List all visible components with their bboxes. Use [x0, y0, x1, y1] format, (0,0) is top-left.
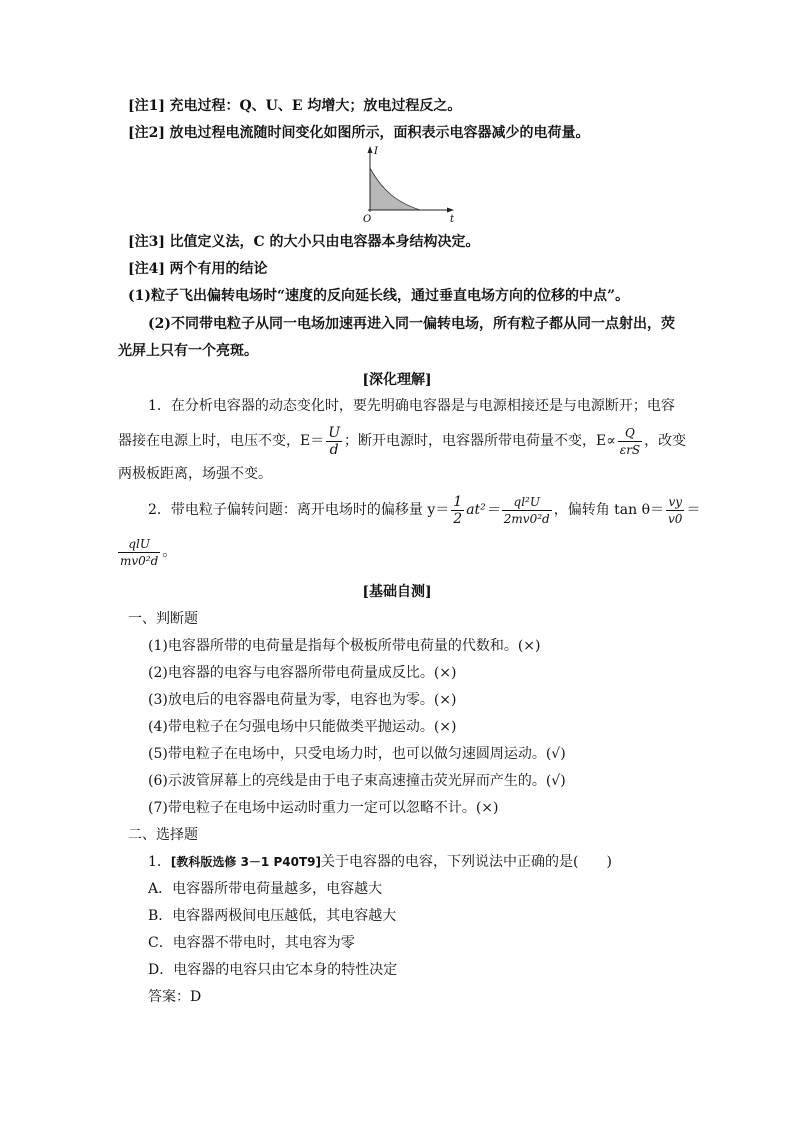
judgement-2: (2)电容器的电容与电容器所带电荷量成反比。(×)	[148, 665, 457, 681]
note-4	[128, 259, 267, 279]
answer: 答案：D	[148, 989, 202, 1005]
option-d: D．电容器的电容只由它本身的特性决定	[148, 962, 398, 978]
question-1-number: 1．	[148, 854, 171, 870]
deep-p2-d: ＝	[686, 502, 701, 518]
note-2-text: 放电过程电流随时间变化如图所示，面积表示电容器减少的电荷量。	[169, 125, 590, 141]
discharge-area	[370, 168, 420, 210]
deep-p1-line1: 1．在分析电容器的动态变化时，要先明确电容器是与电源相接还是与电源断开；电容	[148, 398, 675, 414]
judgement-7: (7)带电粒子在电场中运动时重力一定可以忽略不计。(×)	[148, 800, 499, 816]
subsection-choice: 二、选择题	[128, 827, 198, 843]
note-1-text: 充电过程：Q、U、E 均增大；放电过程反之。	[169, 98, 462, 114]
judgement-4: (4)带电粒子在匀强电场中只能做类平抛运动。(×)	[148, 719, 457, 735]
note-4-tag: [注4]	[128, 261, 165, 277]
deep-p2-c: ，偏转角 tan θ＝	[553, 502, 665, 518]
conclusion-2-line1: (2)不同带电粒子从同一电场加速再进入同一偏转电场，所有粒子都从同一点射出，荧	[148, 316, 675, 332]
judgement-1: (1)电容器所带的电荷量是指每个极板所带电荷量的代数和。(×)	[148, 638, 541, 654]
conclusion-1: (1)粒子飞出偏转电场时“速度的反向延长线，通过垂直电场方向的位移的中点”。	[128, 288, 630, 304]
note-3-text: 比值定义法，C 的大小只由电容器本身结构决定。	[169, 234, 480, 250]
judgement-6: (6)示波管屏幕上的亮线是由于电子束高速撞击荧光屏而产生的。(√)	[148, 773, 566, 789]
question-1-source: [教科版选修 3－1 P40T9]	[170, 855, 321, 869]
note-1-tag: [注1]	[128, 98, 165, 114]
note-2-tag: [注2]	[128, 125, 165, 141]
fraction-tan-theta: $\frac{\text{qlU}}{\text{mv0²d}}$	[120, 536, 159, 568]
fraction-offset: $\frac{\text{ql²U}}{\text{2mv0²d}}$	[503, 494, 550, 526]
judgement-5: (5)带电粒子在电场中，只受电场力时，也可以做匀速圆周运动。(√)	[148, 746, 566, 762]
conclusion-2-line2: 光屏上只有一个亮斑。	[118, 343, 258, 359]
deep-p1-c: ，改变	[644, 433, 687, 449]
y-axis-arrow	[368, 146, 373, 153]
fraction-one-half: $\frac{1}{2}$	[453, 493, 463, 527]
deep-p1-line3: 两极板距离，场强不变。	[118, 466, 272, 482]
deep-p2-line2	[118, 534, 176, 570]
x-axis-label: t	[450, 214, 455, 225]
section-heading-test: [基础自测]	[362, 584, 432, 600]
deep-p1-a: 器接在电源上时，电压不变，E＝	[118, 433, 325, 449]
option-b: B．电容器两极间电压越低，其电容越大	[148, 908, 397, 924]
question-1-text: 关于电容器的电容，下列说法中正确的是( )	[320, 854, 612, 870]
note-1	[128, 96, 461, 116]
origin-label: O	[363, 214, 372, 225]
deep-p2-a: 2．带电粒子偏转问题：离开电场时的偏移量 y＝	[148, 502, 450, 518]
note-2	[128, 123, 589, 143]
deep-p2-b: at²＝	[466, 502, 500, 518]
fraction-q-over-eps-s: $\frac{Q}{\text{εrS}}$	[619, 425, 641, 457]
judgement-3: (3)放电后的电容器电荷量为零，电容也为零。(×)	[148, 692, 457, 708]
y-axis-label: I	[374, 146, 378, 157]
fraction-u-over-d: $\frac{U}{d}$	[328, 424, 341, 458]
deep-p2-end: 。	[162, 544, 177, 560]
deep-p1-line2	[118, 424, 686, 458]
discharge-current-figure	[360, 144, 460, 226]
question-1	[148, 852, 612, 872]
section-heading-deep: [深化理解]	[362, 372, 432, 388]
x-axis-arrow	[447, 208, 454, 213]
note-3-tag: [注3]	[128, 234, 165, 250]
fraction-vy-over-v0: $\frac{vy}{v0}$	[668, 494, 683, 526]
deep-p2-line1	[148, 492, 700, 528]
option-c: C．电容器不带电时，其电容为零	[148, 935, 355, 951]
note-3	[128, 232, 479, 252]
subsection-judgement: 一、判断题	[128, 611, 198, 627]
deep-p1-b: ；断开电源时，电容器所带电荷量不变，E∝	[344, 433, 616, 449]
option-a: A．电容器所带电荷量越多，电容越大	[148, 881, 383, 897]
note-4-text: 两个有用的结论	[169, 261, 268, 277]
